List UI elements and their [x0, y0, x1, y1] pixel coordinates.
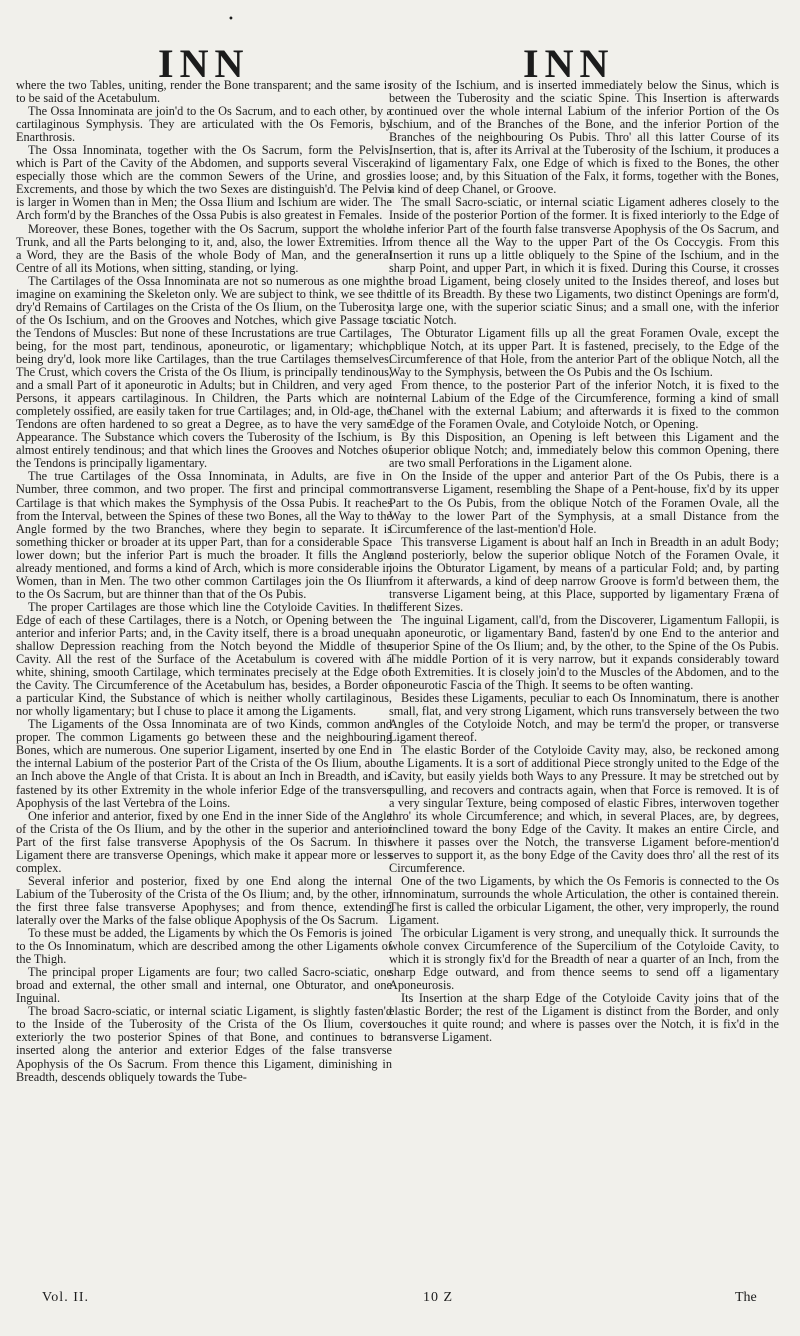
paragraph: The broad Sacro-sciatic, or internal sciatic Ligament, is slightly fasten'd to the Inside of the Tuberosity of the Crista of the Os Ilium, covers exteriorly the two posterior Spines of that Bone, and continues to be inserted along the anterior and exterior Edges of the false transverse Apophysis of the Os Sacrum. From thence this Ligament, diminishing in Breadth, descends obliquely towards the Tube- [16, 1004, 392, 1084]
paragraph: The inguinal Ligament, call'd, from the Discoverer, Ligamentum Fallopii, is an aponeurotic, or ligamentary Band, fasten'd by one End to the anterior and superior Spine of the Os Ilium; and, by the other, to the Spine of the Os Pubis. The middle Portion of it is very narrow, but it expands considerably toward both Extremities. It is closely join'd to the Muscles of the Abdomen, and to the aponeurotic Fascia of the Thigh. It seems to be often wanting. [389, 612, 779, 693]
right-column [389, 79, 779, 1291]
paragraph: The Cartilages of the Ossa Innominata are not so numerous as one might imagine on examining the Skeleton only. We are subject to think, we see the dry'd Remains of Cartilages on the Crista of the Os Ilium, on the Tuberosity of the Os Ischium, and on the Grooves and Notches, which give Passage to the Tendons of Muscles: But none of these Incrustations are true Cartilages, being, for the most part, tendinous, aponeurotic, or ligamentary; which, being dry'd, look more like Cartilages, than the true Cartilages themselves. The Crust, which covers the Crista of the Os Ilium, is principally tendinous, and a small Part of it aponeurotic in Adults; but in Children, and very aged Persons, it appears cartilaginous. In Children, the Parts which are not completely ossified, are easily taken for true Cartilages; and, in Old-age, the Tendons are often hardened to so great a Degree, as to have the very same Appearance. The Substance which covers the Tuberosity of the Ischium, is almost entirely tendinous; and that which lines the Grooves and Notches of the Tendons is principally ligamentary. [16, 273, 392, 471]
paragraph: Besides these Ligaments, peculiar to each Os Innominatum, there is another small, flat, and very strong Ligament, which runs transversely between the two Angles of the Cotyloide Notch, and may be term'd the proper, or transverse Ligament thereof. [389, 691, 779, 745]
paragraph: This transverse Ligament is about half an Inch in Breadth in an adult Body; and posteriorly, below the superior oblique Notch of the Foramen Ovale, it joins the Obturator Ligament, by means of a particular Fold; and, by parting from it afterwards, a kind of deep narrow Groove is form'd between them, the transverse Ligament being, at this Place, supported by ligamentary Fræna of different Sizes. [389, 534, 779, 614]
volume-number: Vol. II. [42, 1290, 90, 1305]
paragraph: Moreover, these Bones, together with the Os Sacrum, support the whole Trunk, and all the Parts belonging to it, and, also, the lower Extremities. In a Word, they are the Basis of the whole Body of Man, and the general Centre of all its Motions, when sitting, standing, or lying. [16, 221, 392, 275]
paragraph: By this Disposition, an Opening is left between this Ligament and the superior oblique Notch; and, immediately below this common Opening, there are two small Perforations in the Ligament alone. [389, 430, 779, 471]
paragraph: Several inferior and posterior, fixed by one End along the internal Labium of the Tuberosity of the Crista of the Os Ilium; and, by the other, in the first three false transverse Apophyses; and from thence, extending laterally over the Marks of the false oblique Apophysis of the Os Sacrum. [16, 873, 392, 927]
paragraph: The elastic Border of the Cotyloide Cavity may, also, be reckoned among the Ligaments. It is a sort of additional Piece strongly united to the Edge of the Cavity, but easily yields both Ways to any Pressure. It may be stretched out by pulling, and recovers and contracts again, when that Force is removed. It is of a very singular Texture, being composed of elastic Fibres, interwoven together thro' its whole Circumference; and which, in several Places, are, by degrees, inclined toward the bony Edge of the Cavity. It makes an entire Circle, and where it passes over the Notch, the transverse Ligament before-mention'd serves to support it, as the bony Edge of the Cavity does thro' all the rest of its Circumference. [389, 743, 779, 875]
signature-mark: 10 Z [423, 1290, 454, 1305]
paragraph: On the Inside of the upper and anterior Part of the Os Pubis, there is a transverse Ligament, resembling the Shape of a Pent-house, fix'd by its upper Part to the Os Pubis, from the oblique Notch of the Foramen Ovale, all the Way to the lower Part of the Symphysis, at a small Distance from the Circumference of the last-mention'd Hole. [389, 469, 779, 536]
paragraph: Its Insertion at the sharp Edge of the Cotyloide Cavity joins that of the elastic Border; the rest of the Ligament is distinct from the Border, and only touches it quite round; and where is passes over the Notch, it is fix'd in the transverse Ligament. [389, 991, 779, 1045]
paragraph: The true Cartilages of the Ossa Innominata, in Adults, are five in Number, three common, and two proper. The first and principal common Cartilage is that which makes the Symphysis of the Ossa Pubis. It reaches from the Interval, between the Spines of these two Bones, all the Way to the Angle formed by the two Branches, where they begin to separate. It is something thicker or broader at its upper Part, than for a considerable Space lower down; but the inferior Part is much the broader. It fills the Angle already mentioned, and forms a kind of Arch, which is more considerable in Women, than in Men. The two other common Cartilages join the Os Ilium to the Os Sacrum, but are thinner than that of the Os Pubis. [16, 469, 392, 601]
running-head-right: INN [523, 41, 615, 86]
paragraph: One of the two Ligaments, by which the Os Femoris is connected to the Os Innominatum, surrounds the whole Articulation, the other is contained therein. The first is called the orbicular Ligament, the other, very improperly, the round Ligament. [389, 873, 779, 927]
paragraph: The principal proper Ligaments are four; two called Sacro-sciatic, one broad and external, the other small and internal, one Obturator, and one Inguinal. [16, 965, 392, 1006]
paragraph: The Ossa Innominata are join'd to the Os Sacrum, and to each other, by a cartilaginous Symphysis. They are articulated with the Os Femoris, by Enarthrosis. [16, 104, 392, 145]
paragraph: The small Sacro-sciatic, or internal sciatic Ligament adheres closely to the Inside of the posterior Portion of the former. It is fixed interiorly to the Edge of the inferior Part of the fourth false transverse Apophysis of the Os Sacrum, and from thence all the Way to the upper Part of the Os Coccygis. From this Insertion it runs up a little obliquely to the Spine of the Ischium, and in the sharp Point, and upper Part, in which it is fixed. During this Course, it crosses the broad Ligament, being closely united to the Insides thereof, and loses but little of its Breadth. By these two Ligaments, two distinct Openings are form'd, a large one, with the superior sciatic Sinus; and a small one, with the inferior sciatic Notch. [389, 195, 779, 327]
paragraph: The Ossa Innominata, together with the Os Sacrum, form the Pelvis, which is Part of the Cavity of the Abdomen, and supports several Viscera, especially those which are the common Sewers of the Urine, and gross Excrements, and those by which the two Sexes are distinguish'd. The Pelvis is larger in Women than in Men; the Ossa Ilium and Ischium are wider. The Arch form'd by the Branches of the Ossa Pubis is also greatest in Females. [16, 143, 392, 223]
paragraph: rosity of the Ischium, and is inserted immediately below the Sinus, which is between the Tuberosity and the sciatic Spine. This Insertion is afterwards continued over the whole internal Labium of the inferior Portion of the Os Ischium, and of the Branches of the Bone, and the inferior Portion of the Branches of the neighbouring Os Pubis. Thro' all this latter Course of its Insertion, that is, after its Arrival at the Tuberosity of the Ischium, it produces a kind of ligamentary Falx, one Edge of which is fixed to the Bones, the other lies loose; and, by this Situation of the Falx, it forms, together with the Bones, a kind of deep Chanel, or Groove. [389, 79, 779, 197]
paragraph: From thence, to the posterior Part of the inferior Notch, it is fixed to the internal Labium of the Edge of the Circumference, forming a kind of small Chanel with the external Labium; and afterwards it is fixed to the common Edge of the Foramen Ovale, and Cotyloide Notch, or Opening. [389, 378, 779, 432]
paragraph: The orbicular Ligament is very strong, and unequally thick. It surrounds the whole convex Circumference of the Supercilium of the Cotyloide Cavity, to which it is strongly fix'd for the Breadth of near a quarter of an Inch, from the sharp Edge outward, and from thence seems to send off a ligamentary Aponeurosis. [389, 926, 779, 993]
paragraph: The Ligaments of the Ossa Innominata are of two Kinds, common and proper. The common Ligaments go between these and the neighbouring Bones, which are numerous. One superior Ligament, inserted by one End in the internal Labium of the posterior Part of the Crista of the Os Ilium, about an Inch above the Angle of that Crista. It is about an Inch in Breadth, and is fastened by its other Extremity in the whole inferior Edge of the transverse Apophysis of the last Vertebra of the Loins. [16, 717, 392, 810]
left-column [16, 79, 392, 1291]
printer-mark: • [228, 14, 234, 25]
paragraph: The proper Cartilages are those which line the Cotyloide Cavities. In the Edge of each of these Cartilages, there is a Notch, or Opening between the anterior and inferior Parts; and, in the Cavity itself, there is a broad unequal shallow Depression reaching from the Notch beyond the Middle of the Cavity. All the rest of the Surface of the Acetabulum is covered with a white, shining, smooth Cartilage, which terminates precisely at the Edge of the Cavity. The Circumference of the Acetabulum has, besides, a Border of a particular Kind, the Substance of which is neither wholly cartilaginous, nor wholly ligamentary; but I chuse to place it among the Ligaments. [16, 599, 392, 719]
running-head-left: INN [158, 41, 250, 86]
paragraph: The Obturator Ligament fills up all the great Foramen Ovale, except the oblique Notch, at its upper Part. It is fastened, precisely, to the Edge of the Circumference of that Hole, from the anterior Part of the oblique Notch, all the Way to the Symphysis, between the Os Pubis and the Os Ischium. [389, 325, 779, 380]
catchword: The [735, 1290, 757, 1305]
paragraph: To these must be added, the Ligaments by which the Os Femoris is joined to the Os Innominatum, which are described among the other Ligaments of the Thigh. [16, 926, 392, 967]
paragraph: One inferior and anterior, fixed by one End in the inner Side of the Angle of the Crista of the Os Ilium, and by the other in the superior and anterior Part of the first false transverse Apophysis of the Os Sacrum. In this Ligament there are transverse Openings, which make it appear more or less complex. [16, 808, 392, 875]
paragraph: where the two Tables, uniting, render the Bone transparent; and the same is to be said of the Acetabulum. [16, 79, 392, 106]
